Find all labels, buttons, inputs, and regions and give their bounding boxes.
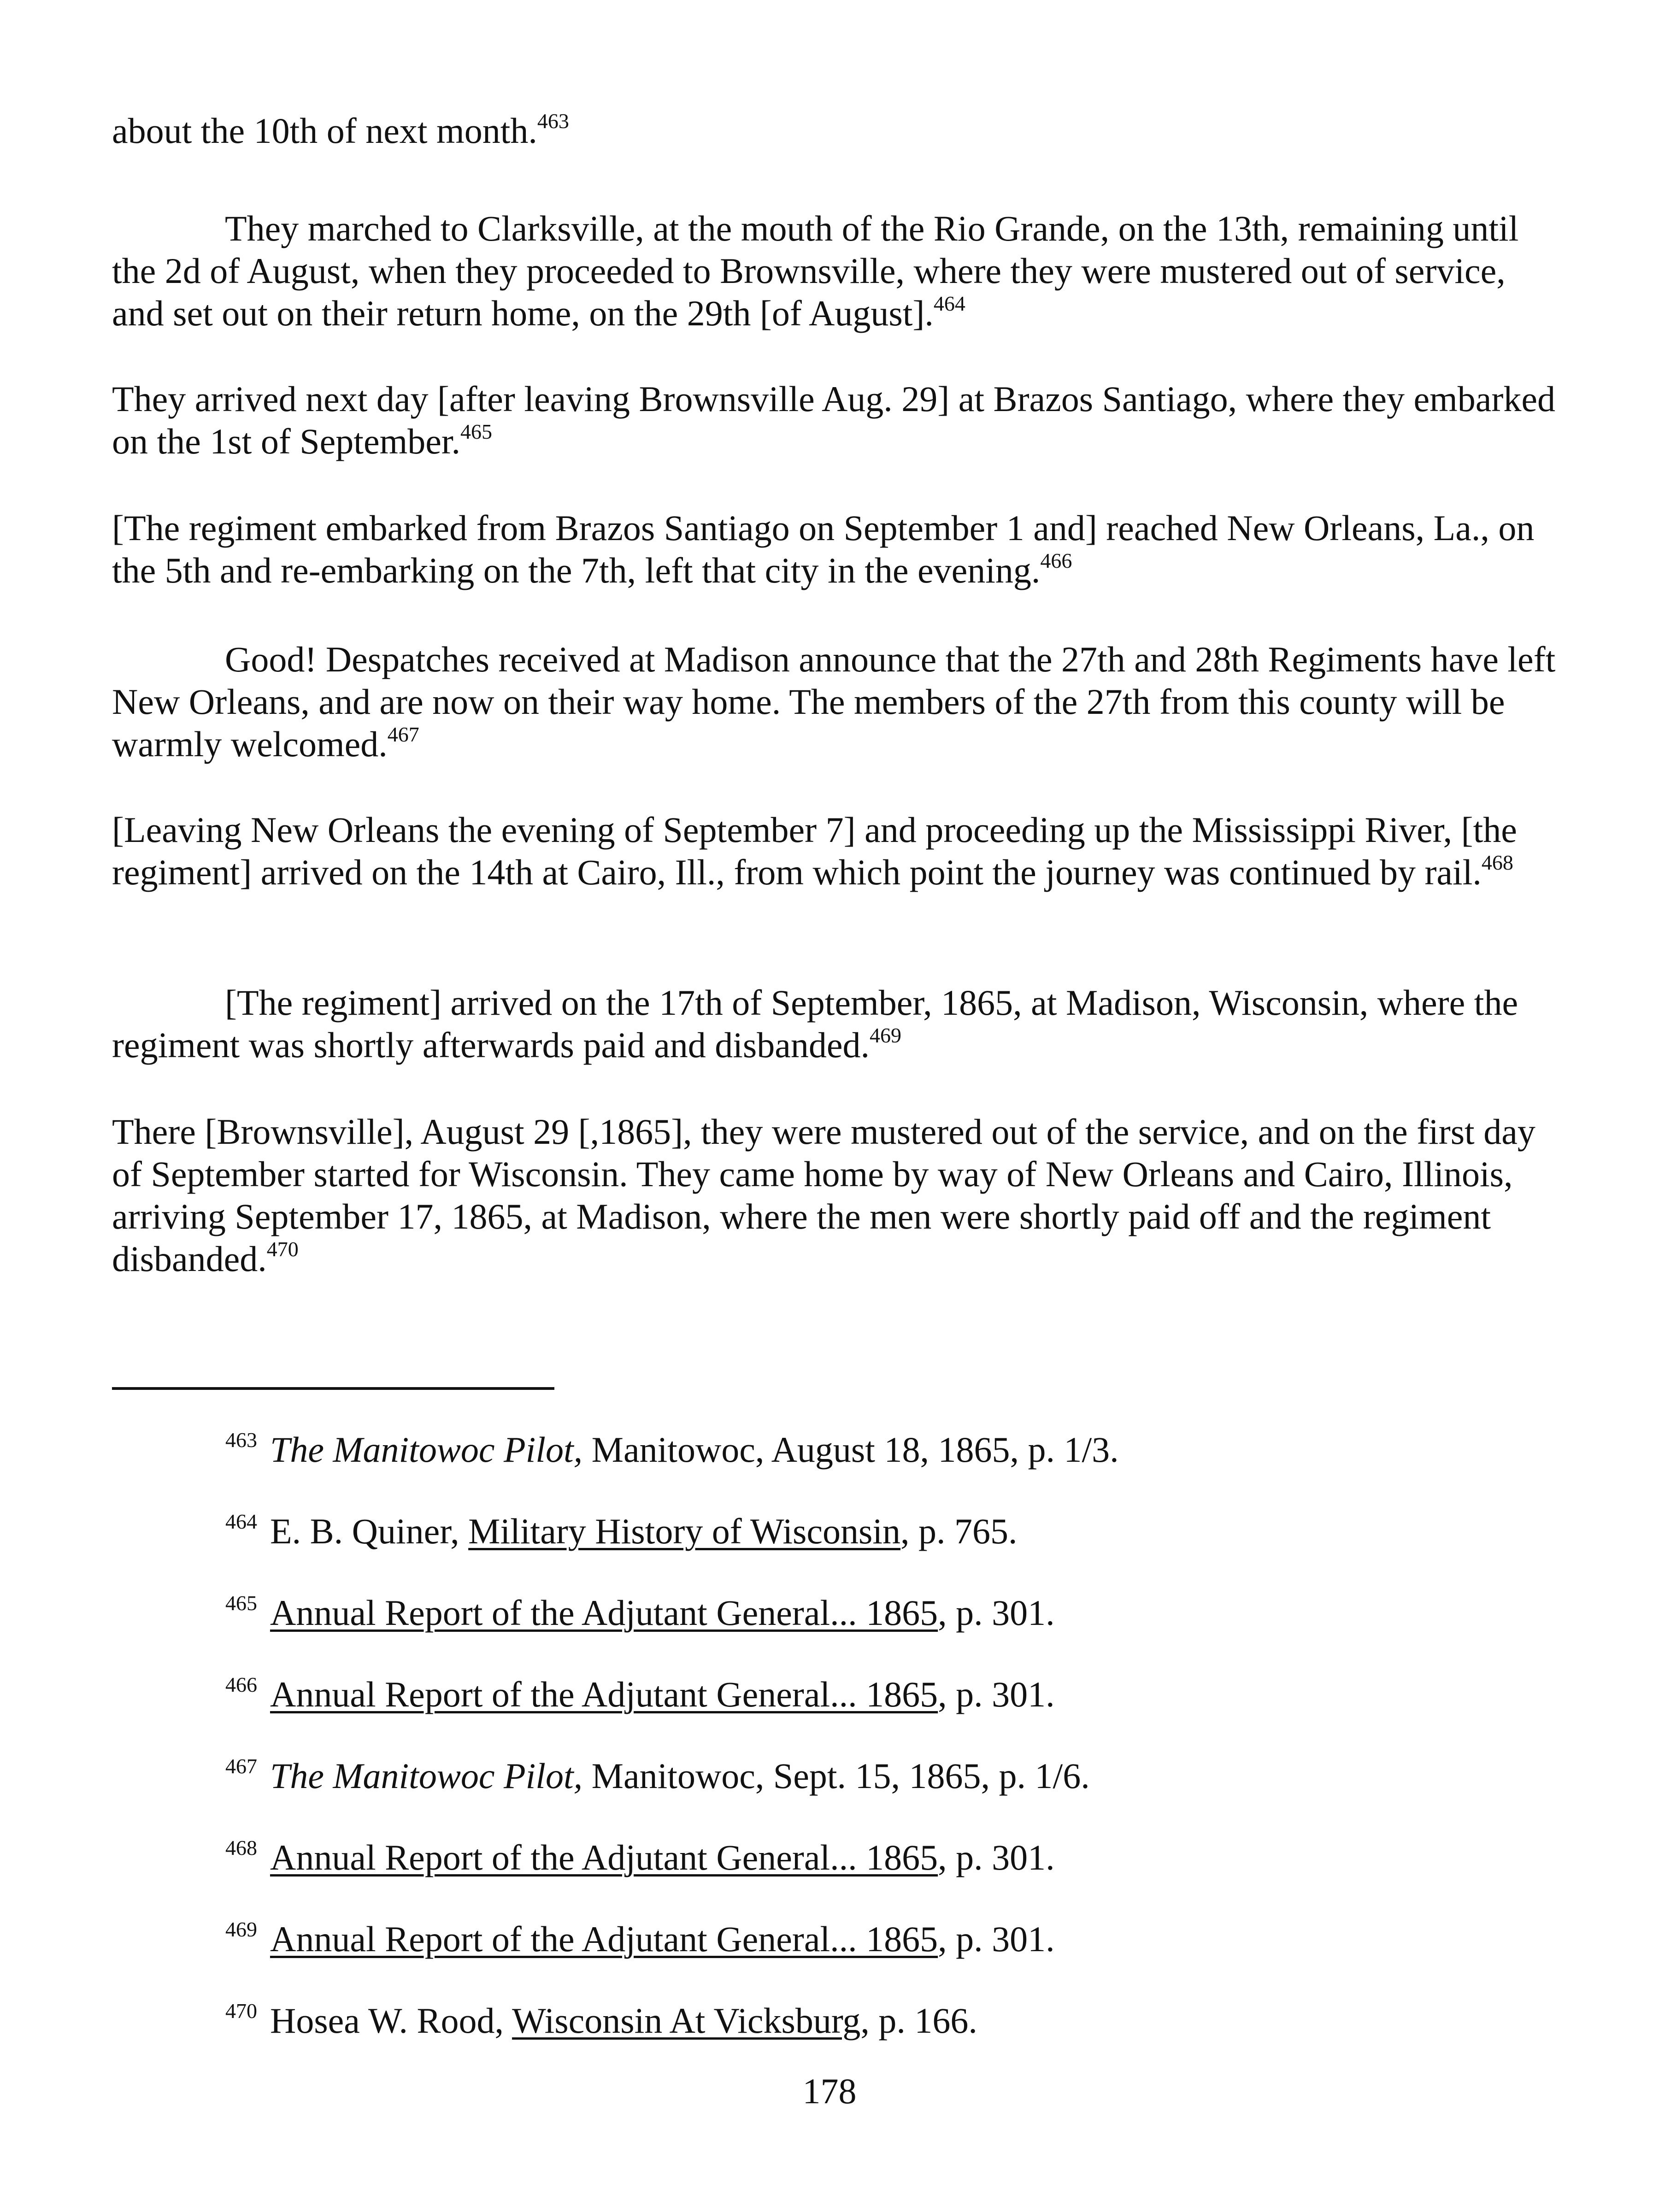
paragraph-1: about the 10th of next month.$^{463}$ (112, 109, 569, 151)
paragraph-8: There [Brownsville], August 29 [,1865], they were mustered out of the service, and on the first day of September started for Wisconsin. They came home by way of New Orleans and Cairo, Illinois, arriving September 17, 1865, at Madison, where the men were shortly paid off and the regiment disbanded.$^{470}$ (112, 1112, 1535, 1279)
footnote-title: Annual Report of the Adjutant General... 1865 (270, 1593, 938, 1633)
page-number: 178 (802, 2071, 857, 2111)
footnote-465: $^{465}$ Annual Report of the Adjutant General... 1865, p. 301. (225, 1591, 1055, 1633)
footnote-ref-466: 466 (1040, 549, 1072, 572)
footnote-469: $^{469}$ Annual Report of the Adjutant General... 1865, p. 301. (225, 1918, 1055, 1959)
footnote-separator (112, 1387, 554, 1390)
footnote-ref-468: 468 (1481, 851, 1513, 874)
footnote-title: Wisconsin At Vicksburg (512, 2000, 861, 2041)
footnote-ref-467: 467 (387, 723, 419, 746)
footnote-ref-465: 465 (460, 420, 493, 443)
footnote-ref-464: 464 (933, 292, 965, 315)
paragraph-5: Good! Despatches received at Madison announce that the 27th and 28th Regiments have left New Orleans, and are now on their way home. The members of the 27th from this county will be warmly welcomed.$^{467}$ (112, 639, 1556, 764)
footnote-title: The Manitowoc Pilot, (270, 1430, 583, 1470)
paragraph-6: [Leaving New Orleans the evening of September 7] and proceeding up the Mississippi River, [the regiment] arrived on the 14th at Cairo, Ill., from which point the journey was continued by rail.$^{468}$ (112, 810, 1517, 892)
paragraph-3: They arrived next day [after leaving Brownsville Aug. 29] at Brazos Santiago, where they embarked on the 1st of September.$^{465}$ (112, 379, 1555, 461)
footnote-title: Annual Report of the Adjutant General... 1865 (270, 1837, 938, 1877)
paragraph-4: [The regiment embarked from Brazos Santiago on September 1 and] reached New Orleans, La., on the 5th and re-embarking on the 7th, left that city in the evening.$^{466}$ (112, 508, 1535, 590)
footnote-ref-470: 470 (266, 1237, 299, 1261)
footnote-title: Annual Report of the Adjutant General... 1865 (270, 1674, 938, 1714)
paragraph-2: They marched to Clarksville, at the mouth of the Rio Grande, on the 13th, remaining until the 2d of August, when they proceeded to Brownsville, where they were mustered out of service, and set out on their return home, on the 29th [of August].$^{464}$ (112, 208, 1519, 333)
footnote-ref-463: 463 (537, 109, 569, 133)
footnote-463: $^{463}$ The Manitowoc Pilot, Manitowoc, August 18, 1865, p. 1/3. (225, 1428, 1119, 1470)
footnote-470: $^{470}$ Hosea W. Rood, Wisconsin At Vicksburg, p. 166. (225, 1999, 977, 2041)
footnote-title: The Manitowoc Pilot, (270, 1756, 583, 1796)
footnote-468: $^{468}$ Annual Report of the Adjutant General... 1865, p. 301. (225, 1836, 1055, 1877)
footnote-464: $^{464}$ E. B. Quiner, Military History of Wisconsin, p. 765. (225, 1510, 1018, 1551)
footnote-title: Annual Report of the Adjutant General... 1865 (270, 1919, 938, 1959)
paragraph-7: [The regiment] arrived on the 17th of September, 1865, at Madison, Wisconsin, where the regiment was shortly afterwards paid and disbanded.$^{469}$ (112, 982, 1518, 1065)
footnote-ref-469: 469 (870, 1024, 902, 1047)
footnote-466: $^{466}$ Annual Report of the Adjutant General... 1865, p. 301. (225, 1673, 1055, 1714)
footnote-title: Military History of Wisconsin (468, 1511, 901, 1551)
footnote-467: $^{467}$ The Manitowoc Pilot, Manitowoc, Sept. 15, 1865, p. 1/6. (225, 1754, 1090, 1796)
